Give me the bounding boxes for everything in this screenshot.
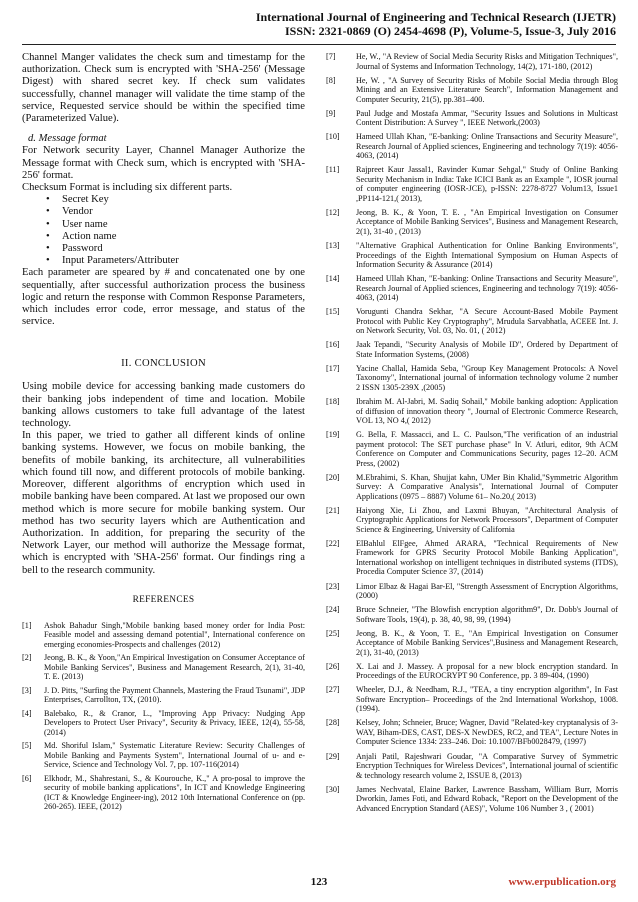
reference-text: J. D. Pitts, "Surfing the Payment Channels, Mastering the Fraud Tsunami", JDP Enterprises, Carrollton, TX, (2010). xyxy=(44,685,305,705)
list-item: • Password xyxy=(62,243,305,255)
reference-text: Paul Judge and Mostafa Ammar, "Security Issues and Solutions in Multicast Content Distribution: A Survey ", IEEE Network,(2003) xyxy=(356,108,618,128)
reference-text: Bruce Schneier, "The Blowfish encryption algorithm9", Dr. Dobb's Journal of Software Tools, 19(4), p. 38, 40, 98, 99, (1994) xyxy=(356,605,618,624)
reference-number: [19] xyxy=(326,430,340,440)
reference-text: Hameed Ullah Khan, "E-banking: Online Transactions and Security Measure", Research Journal of Applied sciences, Engineering and technology 7(19): 4056-4063, (2014) xyxy=(356,274,618,303)
reference-text: X. Lai and J. Massey. A proposal for a new block encryption standard. In Proceedings of the EUROCRYPT 90 Conference, pp. 3 89-404, (1990) xyxy=(356,661,618,681)
reference-number: [6] xyxy=(22,773,32,783)
reference-item xyxy=(326,785,618,814)
reference-text: Hameed Ullah Khan, "E-banking: Online Transactions and Security Measure", Research Journal of Applied sciences, Engineering and technology 7(19): 4056-4063, (2014) xyxy=(356,132,618,161)
reference-number: [30] xyxy=(326,784,340,794)
reference-text: Anjali Patil, Rajeshwari Goudar, "A Comparative Survey of Symmetric Encryption Techniques for Wireless Devices", International journal of scientific & technology research volume 2, ISSUE 8, (2013) xyxy=(356,751,618,780)
reference-text: Yacine Challal, Hamida Seba, "Group Key Management Protocols: A Novel Taxonomy", International journal of information technology volume 2 number 2 ISSN 1305-239X ,(2005) xyxy=(356,363,618,392)
reference-number: [9] xyxy=(326,108,336,118)
list-item: • User name xyxy=(62,219,305,231)
section-heading-conclusion: II. CONCLUSION xyxy=(121,358,206,370)
reference-number: [29] xyxy=(326,751,340,761)
subsection-heading-message-format: d. Message format xyxy=(28,133,107,145)
reference-item xyxy=(326,718,618,747)
list-item: • Action name xyxy=(62,231,305,243)
paragraph-checksum-format: Checksum Format is including six different parts. xyxy=(22,182,233,194)
reference-number: [2] xyxy=(22,653,32,663)
reference-item xyxy=(22,686,305,705)
reference-item xyxy=(326,274,618,303)
reference-item xyxy=(326,473,618,502)
reference-number: [12] xyxy=(326,207,340,217)
reference-item xyxy=(326,76,618,105)
reference-number: [3] xyxy=(22,685,32,695)
reference-number: [27] xyxy=(326,685,340,695)
reference-text: Haiyong Xie, Li Zhou, and Laxmi Bhuyan, "Architectural Analysis of Cryptographic Applications for Network Processors", Department of Computer Science & Engineering, University of California xyxy=(356,505,618,534)
reference-item xyxy=(326,506,618,535)
left-column xyxy=(22,52,305,816)
reference-number: [18] xyxy=(326,397,340,407)
list-item: • Secret Key xyxy=(62,194,305,206)
reference-item xyxy=(326,662,618,681)
reference-text: Jaak Tepandi, "Security Analysis of Mobile ID", Ordered by Department of State Information Systems, (2008) xyxy=(356,340,618,359)
page-number: 123 xyxy=(310,876,328,888)
reference-text: Jeong, B. K., & Yoon,"An Empirical Investigation on Consumer Acceptance of Mobile Banking Services", Business and Management Research, 2(1), 31-40, T. E. (2013) xyxy=(44,653,305,682)
reference-text: Md. Shoriful Islam," Systematic Literature Review: Security Challenges of Mobile Banking and Payments System", International Journal of u- and e- Service, Science and Technology Vol. 7, pp. 107-116(2014) xyxy=(44,741,305,770)
reference-item xyxy=(326,629,618,658)
paragraph-message-format: For Network security Layer, Channel Manager Authorize the Message format with Check sum, which is encrypted with 'SHA-256' format. xyxy=(22,145,305,181)
journal-issn: ISSN: 2321-0869 (O) 2454-4698 (P), Volume-5, Issue-3, July 2016 xyxy=(284,24,616,38)
reference-text: Jeong, B. K., & Yoon, T. E. , "An Empirical Investigation on Consumer Acceptance of Mobile Banking Services", Business and Management Research, 2(1), 31-40 , (2013) xyxy=(356,207,618,236)
reference-number: [16] xyxy=(326,340,340,350)
reference-item xyxy=(22,774,305,812)
reference-text: Wheeler, D.J., & Needham, R.J., "TEA, a tiny encryption algorithm", In Fast Software Encryption– Proceedings of the 2nd International Workshop, 1008. (1994). xyxy=(356,685,618,714)
reference-item xyxy=(326,208,618,237)
reference-number: [11] xyxy=(326,165,340,175)
reference-text: Ibrahim M. Al-Jabri, M. Sadiq Sohail," Mobile banking adoption: Application of diffusion of innovation theory ", Journal of Electronic Commerce Research, VOL 13, NO 4,( 2012) xyxy=(356,397,618,426)
reference-text: Rajpreet Kaur Jassal1, Ravinder Kumar Sehgal," Study of Online Banking Security Mechanism in India: Take ICICI Bank as an Example ", IOSR journal of computer engineering (IOSR-JCE), p-ISSN: 2278-8727 Volum13, Issue1 ,PP114-121,( 2013), xyxy=(356,165,618,203)
reference-text: Vorugunti Chandra Sekhar, "A Secure Account-Based Mobile Payment Protocol with Public Key Cryptography", Mrudula Sarvabhatla, ACEEE Int. J. on Network Security, Vol. 03, No. 01, ( 2012) xyxy=(356,307,618,336)
reference-item xyxy=(326,430,618,468)
reference-number: [24] xyxy=(326,605,340,615)
reference-number: [26] xyxy=(326,661,340,671)
reference-text: Balebako, R., & Cranor, L., "Improving App Privacy: Nudging App Developers to Protect User Privacy", Security & Privacy, IEEE, 12(4), 55-58, (2014) xyxy=(44,708,305,737)
reference-number: [4] xyxy=(22,708,32,718)
reference-text: James Nechvatal, Elaine Barker, Lawrence Bassham, William Burr, Morris Dworkin, James Foti, and Edward Roback, "Report on the Development of the Advanced Encryption Standard (AES)", Volume 106 Number 3 , ( 2001) xyxy=(356,784,618,813)
paragraph-conclusion-1: Using mobile device for accessing banking made customers do their banking jobs independent of time and location. Mobile banking allows customers to take full advantage of the latest technology. xyxy=(22,381,305,430)
paragraph-conclusion-2: In this paper, we tried to gather all different kinds of online banking systems. However, we focus on mobile banking, the benefits of mobile banking, its architecture, all vulnerabilities which found till now, and different protocols of mobile banking. Moreover, different algorithms of encryption which used in mobile banking have been compared. At last we proposed our own method which is more secure for mobile banking system. Our method has two security layers which are Authentication and Authorization. In addition, for preparing the security of the Network Layer, our method will authorize the Message format, which is encrypted with 'SHA-256' format. Our findings ring a bell to the research community. xyxy=(22,430,305,576)
references-heading: REFERENCES xyxy=(132,594,195,605)
reference-item xyxy=(326,605,618,624)
reference-number: [21] xyxy=(326,505,340,515)
reference-item xyxy=(326,109,618,128)
reference-number: [14] xyxy=(326,274,340,284)
reference-number: [10] xyxy=(326,132,340,142)
reference-number: [25] xyxy=(326,628,340,638)
reference-item xyxy=(326,340,618,359)
reference-text: He, W. , "A Survey of Security Risks of Mobile Social Media through Blog Mining and an Extensive Literature Search", Information Management and Computer Security, 21(5), pp.381–400. xyxy=(356,75,618,104)
reference-item xyxy=(22,621,305,650)
reference-text: Kelsey, John; Schneier, Bruce; Wagner, David "Related-key cryptanalysis of 3-WAY, Biham-DES, CAST, DES-X NewDES, RC2, and TEA", Lecture Notes in Computer Science 1334: 233–246. Doi: 10.1007/BFb0028479, (1997) xyxy=(356,718,618,747)
paragraph-checksum-validation: Channel Manger validates the check sum and timestamp for the authorization. Check sum is encrypted with 'SHA-256' (Message Digest) with shared secret key. If check sum validates successfully, channel manager will validate the time stamp of the service, Requested service should be within the specified time (Parameterized Value). xyxy=(22,52,305,125)
reference-number: [13] xyxy=(326,241,340,251)
reference-text: He, W., "A Review of Social Media Security Risks and Mitigation Techniques", Journal of Systems and Information Technology, 14(2), 171-180, (2012) xyxy=(356,52,618,71)
reference-text: Limor Elbaz & Hagai Bar-El, "Strength Assessment of Encryption Algorithms, (2000) xyxy=(356,581,618,600)
journal-title: International Journal of Engineering and Technical Research (IJETR) xyxy=(255,10,616,24)
reference-text: M.Ebrahimi, S. Khan, Shujjat kahn, UMer Bin Khalid,"Symmetric Algorithm Survey: A Comparative Analysis", International Journal of Computer Applications (0975 – 8887) Volume 61– No.20,( 2013) xyxy=(356,472,618,501)
reference-number: [7] xyxy=(326,52,336,61)
reference-item xyxy=(326,752,618,781)
page-header xyxy=(256,10,616,38)
reference-number: [22] xyxy=(326,538,340,548)
reference-item xyxy=(326,132,618,161)
reference-item xyxy=(326,307,618,336)
reference-item xyxy=(22,709,305,738)
header-rule xyxy=(22,44,616,45)
reference-number: [23] xyxy=(326,581,340,591)
list-item: • Vendor xyxy=(62,206,305,218)
reference-item xyxy=(326,397,618,426)
reference-text: Elkhodr, M., Shahrestani, S., & Kourouche, K.," A pro-posal to improve the security of mobile banking applications", In ICT and Knowledge Engineering (ICT & Knowledge Engineer-ing), 2012 10th International Conference on (pp. 260-265). IEEE, (2012) xyxy=(44,773,305,812)
reference-item xyxy=(326,241,618,270)
reference-number: [17] xyxy=(326,363,340,373)
reference-text: ElBahlul ElFgee, Ahmed ARARA, "Technical Requirements of New Framework for GPRS Security Protocol Mobile Banking Application", International workshop on intelligent techniques in distributed systems (ITDS), Procedia Computer Science 37, (2014) xyxy=(356,538,618,577)
reference-item xyxy=(22,653,305,682)
reference-item xyxy=(326,539,618,577)
reference-item xyxy=(326,685,618,714)
reference-item xyxy=(326,364,618,393)
publisher-link[interactable]: www.erpublication.org xyxy=(508,876,616,888)
reference-item xyxy=(326,52,618,71)
list-item: • Input Parameters/Attributer xyxy=(62,255,305,267)
reference-text: Ashok Bahadur Singh,"Mobile banking based money order for India Post: Feasible model and assessing demand potential", International conference on emerging economies-Prospects and challenges (2012) xyxy=(44,620,305,649)
paragraph-parameters: Each parameter are speared by # and concatenated one by one sequentially, after successful authorization process the business logic and return the response with Common Response Parameters, which includes error code, error message, and status of the service. xyxy=(22,267,305,328)
reference-text: Jeong, B. K., & Yoon, T. E., "An Empirical Investigation on Consumer Acceptance of Mobile Banking Services",Business and Management Research, 2(1), 31-40, (2013) xyxy=(356,628,618,657)
reference-number: [15] xyxy=(326,307,340,317)
reference-number: [5] xyxy=(22,741,32,751)
reference-text: "Alternative Graphical Authentication for Online Banking Environments", Proceedings of the Eighth International Symposium on Human Aspects of Information Security & Assurance (2014) xyxy=(356,241,618,270)
reference-text: G. Bella, F. Massacci, and L. C. Paulson,"The verification of an industrial payment protocol: The SET purchase phase" In V. Atluri, editor, 9th ACM Conference on Computer and Communications Security, pages 12–20. ACM Press, (2002) xyxy=(356,430,618,468)
right-column xyxy=(326,52,618,818)
checksum-parts-list xyxy=(22,194,305,267)
reference-item xyxy=(326,582,618,601)
reference-item xyxy=(326,165,618,203)
reference-item xyxy=(22,741,305,770)
reference-number: [1] xyxy=(22,620,32,630)
reference-number: [28] xyxy=(326,718,340,728)
reference-number: [20] xyxy=(326,472,340,482)
reference-number: [8] xyxy=(326,75,336,85)
